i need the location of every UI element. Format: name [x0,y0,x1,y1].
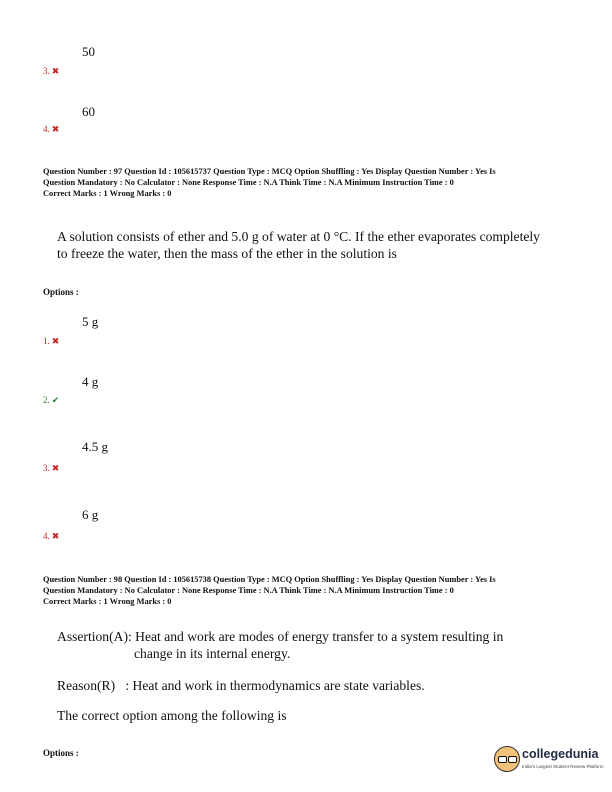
option-number [43,395,59,406]
mascot-icon [494,746,520,772]
option-number-label: 4. [43,124,50,134]
cross-icon: ✖ [51,124,60,134]
option-number [43,336,59,347]
options-label: Options : [43,287,79,297]
option-value: 4.5 g [82,439,108,454]
logo-name: collegedunia [522,747,599,761]
question-text-line: A solution consists of ether and 5.0 g of water at 0 °C. If the ether evaporates completely [57,229,540,244]
option-number-label: 4. [43,531,50,541]
cross-icon: ✖ [51,336,60,346]
meta-line: Question Mandatory : No Calculator : None Response Time : N.A Think Time : N.A Minimum Instruction Time : 0 [43,586,454,595]
question-meta [43,574,496,607]
option-number [43,531,59,542]
meta-line: Question Number : 97 Question Id : 105615737 Question Type : MCQ Option Shuffling : Yes Display Question Number : Yes Is [43,167,496,176]
meta-line: Correct Marks : 1 Wrong Marks : 0 [43,189,172,198]
cross-icon: ✖ [51,463,60,473]
meta-line: Correct Marks : 1 Wrong Marks : 0 [43,597,172,606]
check-icon: ✔ [51,395,60,405]
reason-line: Reason(R) : Heat and work in thermodynamics are state variables. [57,678,425,693]
option-number [43,66,59,77]
cross-icon: ✖ [51,531,60,541]
option-number [43,124,59,135]
options-label: Options : [43,748,79,758]
option-number-label: 3. [43,66,50,76]
question-meta [43,166,496,199]
option-number-label: 2. [43,395,50,405]
option-number-label: 3. [43,463,50,473]
option-number [43,463,59,474]
question-text-line: to freeze the water, then the mass of the ether in the solution is [57,246,397,261]
assertion-line: change in its internal energy. [134,646,291,661]
meta-line: Question Number : 98 Question Id : 105615738 Question Type : MCQ Option Shuffling : Yes Display Question Number : Yes Is [43,575,496,584]
option-value: 5 g [82,314,99,329]
option-number-label: 1. [43,336,50,346]
collegedunia-logo [494,744,604,778]
option-value: 4 g [82,374,99,389]
meta-line: Question Mandatory : No Calculator : None Response Time : N.A Think Time : N.A Minimum Instruction Time : 0 [43,178,454,187]
question-prompt: The correct option among the following is [57,708,287,723]
option-value: 6 g [82,507,99,522]
option-value: 60 [82,104,95,119]
cross-icon: ✖ [51,66,60,76]
logo-tagline: India's Largest Student Review Platform [522,764,604,769]
assertion-line: Assertion(A): Heat and work are modes of energy transfer to a system resulting in [57,629,504,644]
question-text [57,228,540,262]
option-value: 50 [82,44,95,59]
